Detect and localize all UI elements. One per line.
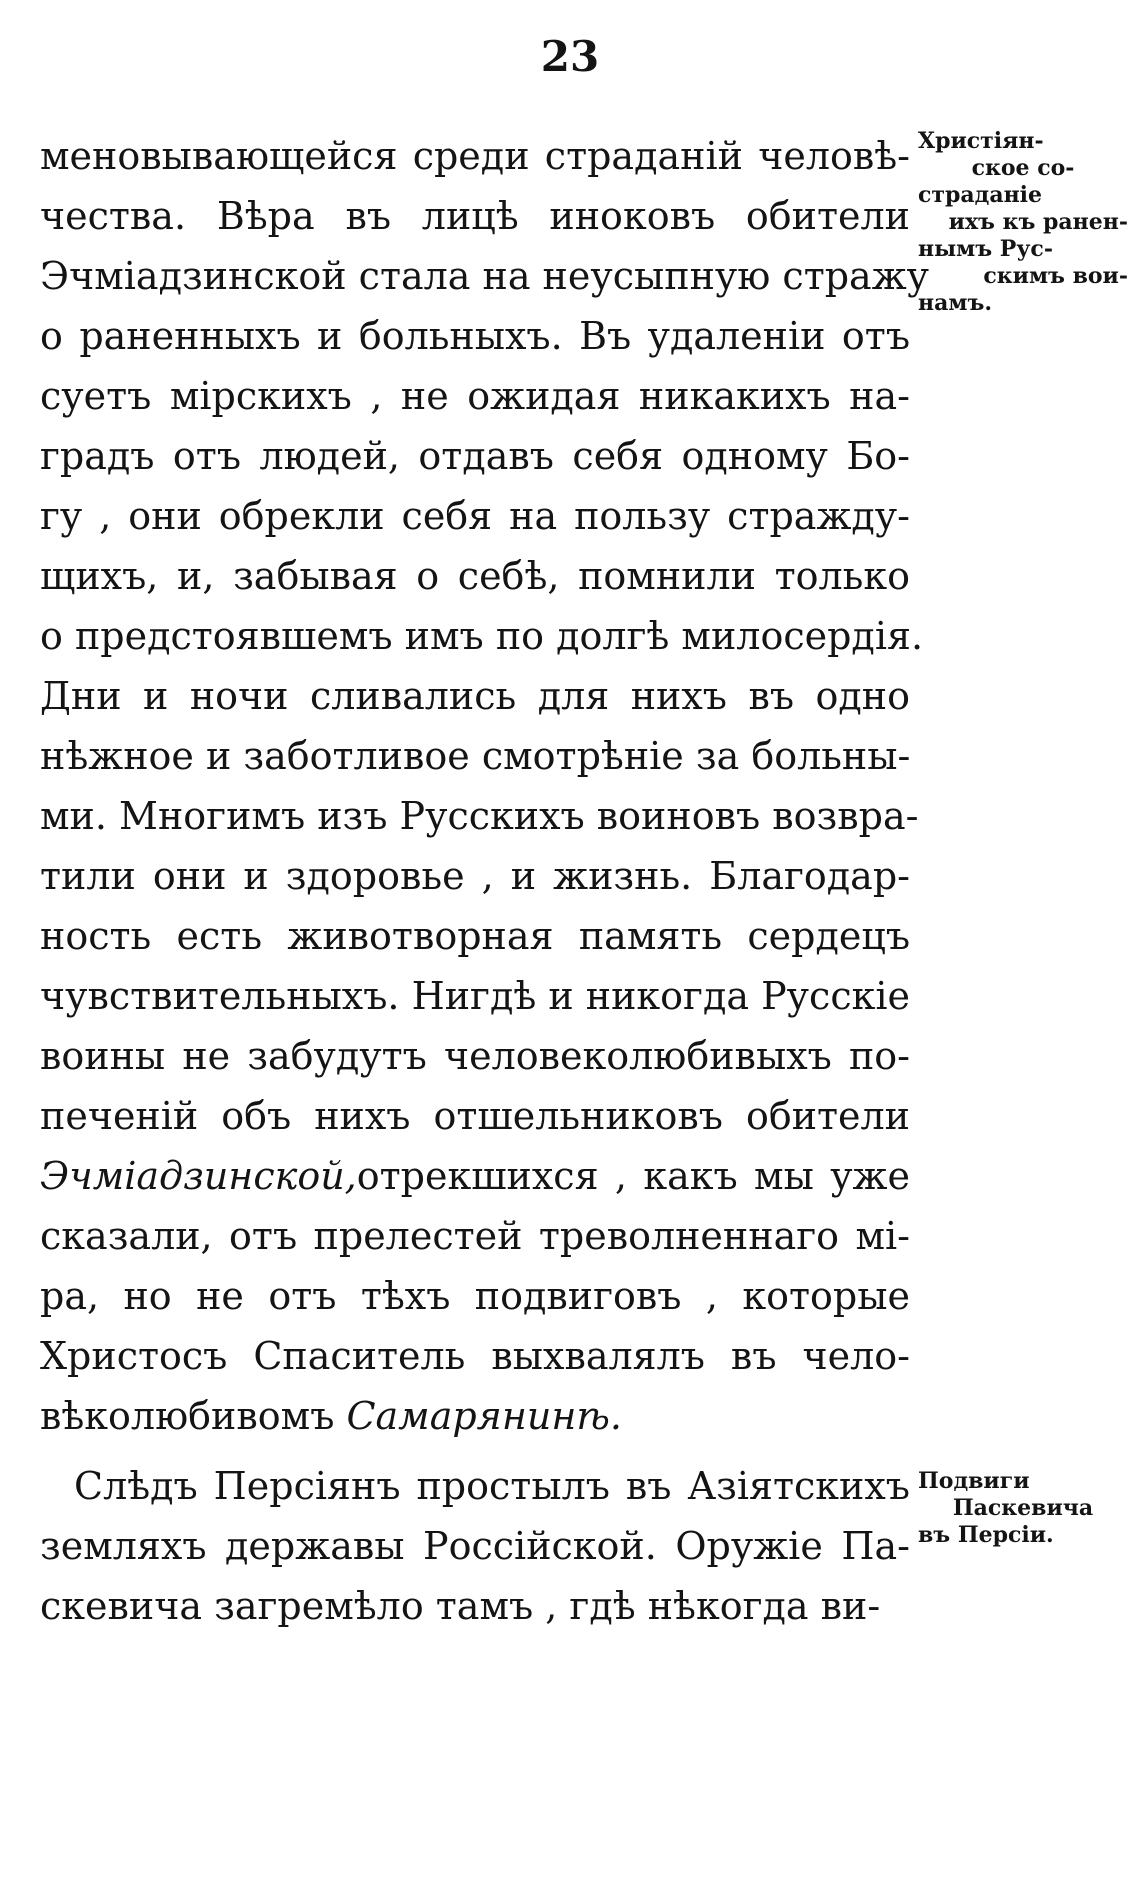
text-line [40, 906, 910, 966]
text-line [40, 1516, 910, 1576]
text-line [40, 966, 910, 1026]
line-text: суетъ мірскихъ , не ожидая никакихъ на- [40, 374, 910, 418]
margin-note-line: Христіян- [918, 128, 1044, 154]
text-line [40, 1266, 910, 1326]
text-line [40, 126, 910, 186]
line-text: гу , они обрекли себя на пользу стражду- [40, 494, 910, 538]
line-text: чества. Вѣра въ лицѣ иноковъ обители [40, 194, 910, 238]
text-line [40, 846, 910, 906]
text-line [40, 1576, 910, 1636]
margin-note-line: намъ. [918, 290, 993, 316]
margin-note-christian-compassion [918, 128, 1128, 317]
page-number: 23 [540, 32, 600, 81]
text-line [40, 786, 919, 846]
margin-note-line: ихъ къ ранен- [948, 209, 1128, 235]
line-text: тили они и здоровье , и жизнь. Благодар- [40, 854, 910, 898]
margin-note-line: скимъ вои- [983, 263, 1128, 289]
text-line [40, 246, 930, 306]
text-line [40, 1086, 910, 1146]
paragraph-2 [40, 1456, 910, 1636]
line-text: земляхъ державы Россійской. Оружіе Па- [40, 1524, 910, 1568]
text-line [40, 186, 910, 246]
text-line [40, 486, 910, 546]
margin-note-line: въ Персіи. [918, 1522, 1054, 1548]
line-text: Слѣдъ Персіянъ простылъ въ Азіятскихъ [74, 1464, 910, 1508]
line-text: скевича загремѣло тамъ , гдѣ нѣкогда ви- [40, 1584, 881, 1628]
text-line [40, 1206, 910, 1266]
line-text: ми. Многимъ изъ Русскихъ воиновъ возвра- [40, 794, 919, 838]
line-text: меновывающейся среди страданій человѣ- [40, 134, 910, 178]
margin-note-line: страданіе [918, 182, 1043, 208]
margin-note-line: Подвиги [918, 1468, 1030, 1494]
line-text: о раненныхъ и больныхъ. Въ удаленіи отъ [40, 314, 910, 358]
line-text: отрекшихся , какъ мы уже [356, 1154, 910, 1198]
line-text: сказали, отъ прелестей треволненнаго мі- [40, 1214, 910, 1258]
line-text: о предстоявшемъ имъ по долгѣ милосердія. [40, 614, 924, 658]
text-line [40, 1386, 910, 1446]
line-text: ность есть животворная память сердецъ [40, 914, 910, 958]
margin-note-line: ское со- [971, 155, 1075, 181]
italic-text: Эчміадзинской, [40, 1154, 357, 1198]
line-text: Эчміадзинской стала на неусыпную стражу [40, 254, 930, 298]
line-text: нѣжное и заботливое смотрѣніе за больны- [40, 734, 911, 778]
margin-note-paskevich-deeds [918, 1468, 1128, 1549]
line-text: вѣколюбивомъ [40, 1394, 347, 1438]
text-line [40, 666, 910, 726]
main-text [40, 126, 930, 1636]
line-text: печеній объ нихъ отшельниковъ обители [40, 1094, 910, 1138]
line-text: щихъ, и, забывая о себѣ, помнили только [40, 554, 910, 598]
line-text: градъ отъ людей, отдавъ себя одному Бо- [40, 434, 910, 478]
text-line [40, 306, 910, 366]
text-line [40, 1026, 910, 1086]
text-line [40, 1456, 910, 1516]
text-line [40, 426, 910, 486]
text-line [40, 1326, 910, 1386]
paragraph-1 [40, 126, 930, 1446]
margin-note-line: Паскевича [952, 1495, 1094, 1521]
line-text: Христосъ Спаситель выхвалялъ въ чело- [40, 1334, 910, 1378]
text-line [40, 366, 910, 426]
line-text: чувствительныхъ. Нигдѣ и никогда Русскіе [40, 974, 910, 1018]
text-line [40, 726, 910, 786]
text-line [40, 1146, 910, 1206]
text-line [40, 606, 924, 666]
line-text: воины не забудутъ человеколюбивыхъ по- [40, 1034, 910, 1078]
italic-text: Самарянинѣ. [346, 1394, 622, 1438]
text-line [40, 546, 910, 606]
margin-note-line: нымъ Рус- [918, 236, 1053, 262]
line-text: ра, но не отъ тѣхъ подвиговъ , которые [40, 1274, 910, 1318]
line-text: Дни и ночи сливались для нихъ въ одно [40, 674, 910, 718]
